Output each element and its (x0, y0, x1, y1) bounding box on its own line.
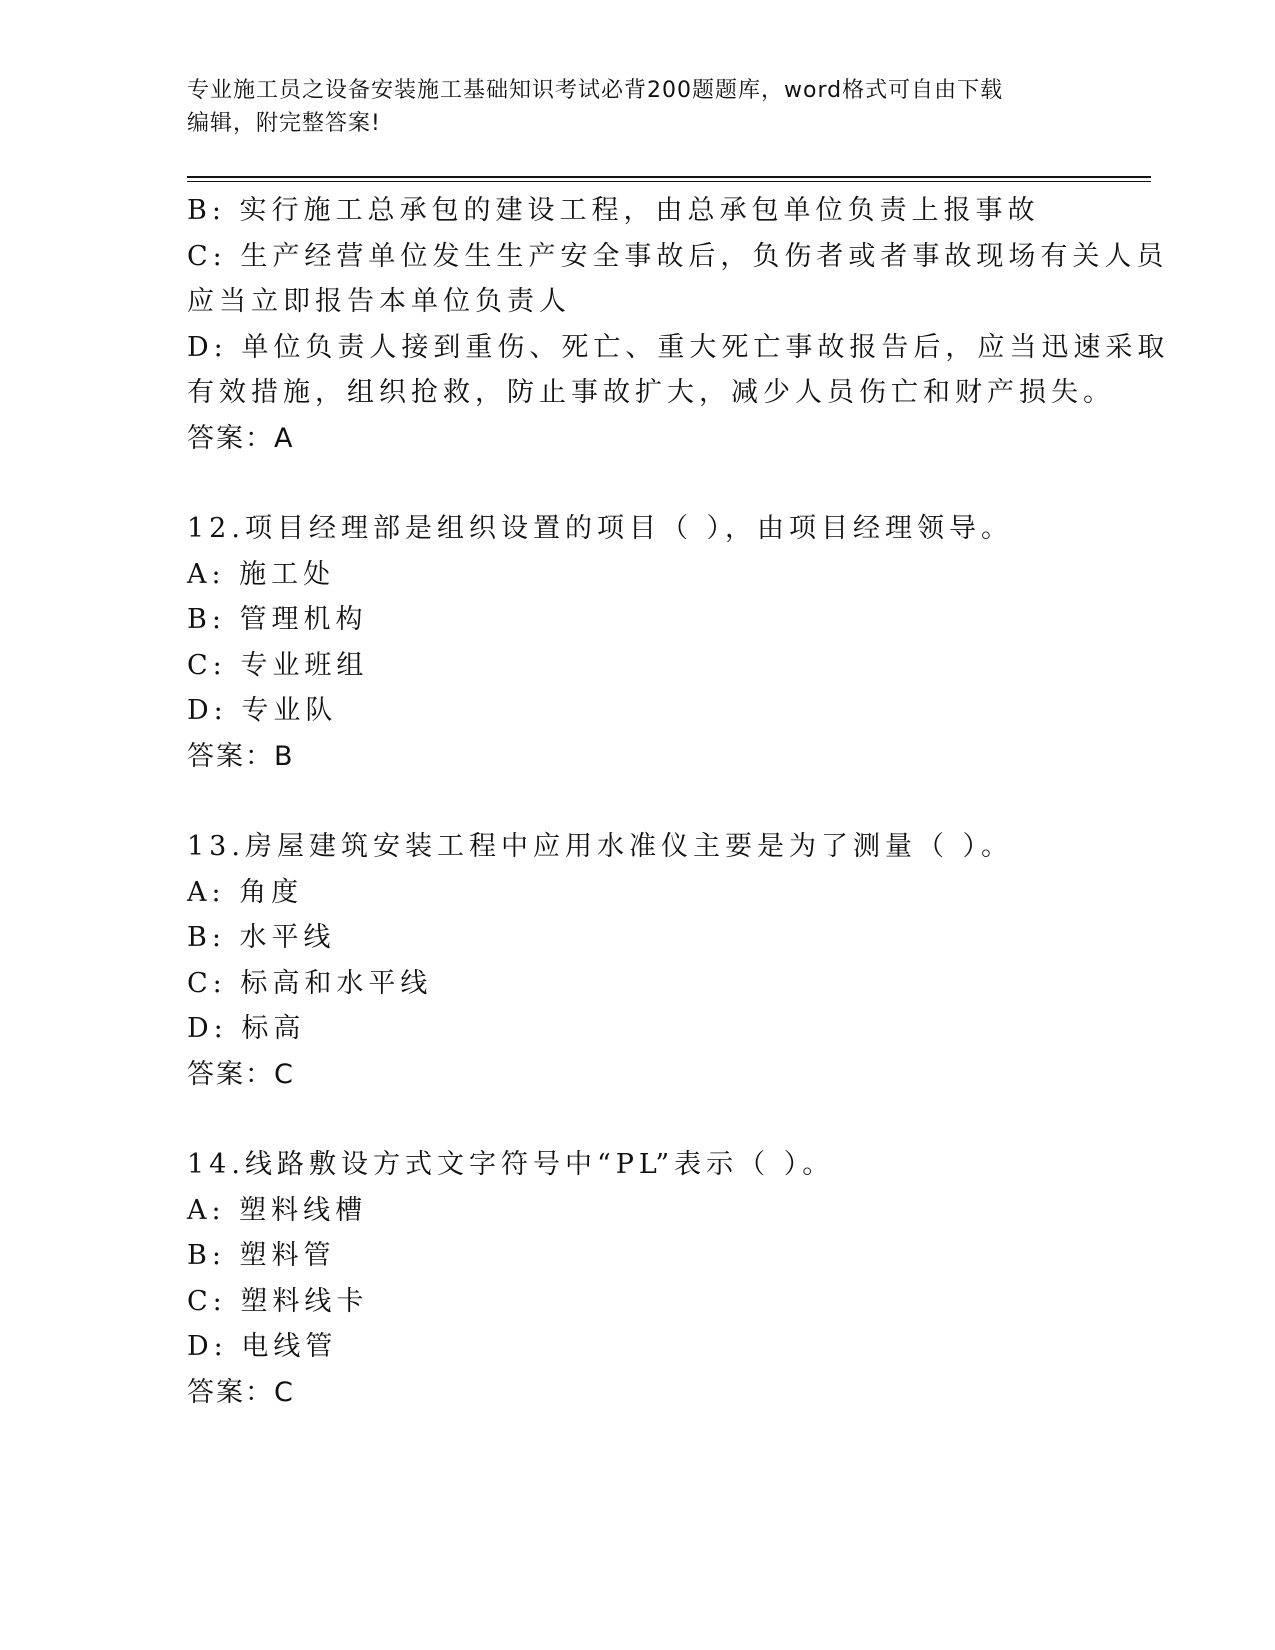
header-divider-thin (187, 181, 1151, 182)
answer-label: 答案：C (187, 1376, 295, 1408)
answer-label: 答案：B (187, 740, 295, 772)
spacer (187, 779, 1087, 824)
question-stem: 14.线路敷设方式文字符号中“PL”表示（ ）。 (187, 1149, 835, 1180)
question-content (187, 188, 1170, 1415)
header-title-line-1: 专业施工员之设备安装施工基础知识考试必背200题题库，word格式可自由下载 (187, 78, 1004, 103)
header-divider-thick (187, 176, 1151, 178)
option-b: B: 实行施工总承包的建设工程，由总承包单位负责上报事故 (187, 195, 1040, 226)
option-c-line-2: 应当立即报告本单位负责人 (187, 286, 571, 317)
option-c: C: 塑料线卡 (187, 1285, 369, 1317)
spacer (187, 461, 1087, 506)
previous-question-tail (187, 188, 1170, 461)
option-c-line-1: C: 生产经营单位发生生产安全事故后，负伤者或者事故现场有关人员 (187, 240, 1169, 272)
question-stem: 12.项目经理部是组织设置的项目（ ），由项目经理领导。 (187, 513, 1014, 544)
option-a: A: 施工处 (187, 558, 336, 590)
document-header (187, 74, 1087, 140)
option-b: B: 管理机构 (187, 604, 368, 635)
option-d: D: 标高 (187, 1013, 306, 1044)
option-b: B: 塑料管 (187, 1240, 336, 1271)
question-stem: 13.房屋建筑安装工程中应用水准仪主要是为了测量（ ）。 (187, 831, 1014, 862)
answer-label: 答案：C (187, 1058, 295, 1090)
answer-label: 答案：A (187, 422, 295, 454)
spacer (187, 1097, 1087, 1142)
option-a: A: 角度 (187, 876, 304, 908)
option-d-line-1: D: 单位负责人接到重伤、死亡、重大死亡事故报告后，应当迅速采取 (187, 331, 1170, 363)
option-d: D: 电线管 (187, 1331, 338, 1362)
question-12 (187, 506, 1087, 779)
question-14 (187, 1142, 1087, 1415)
option-b: B: 水平线 (187, 922, 336, 953)
option-c: C: 标高和水平线 (187, 967, 433, 999)
option-a: A: 塑料线槽 (187, 1194, 368, 1226)
header-title-line-2: 编辑，附完整答案! (187, 111, 381, 136)
option-d-line-2: 有效措施，组织抢救，防止事故扩大，减少人员伤亡和财产损失。 (187, 377, 1115, 408)
option-c: C: 专业班组 (187, 649, 369, 681)
option-d: D: 专业队 (187, 695, 338, 726)
question-13 (187, 824, 1087, 1097)
